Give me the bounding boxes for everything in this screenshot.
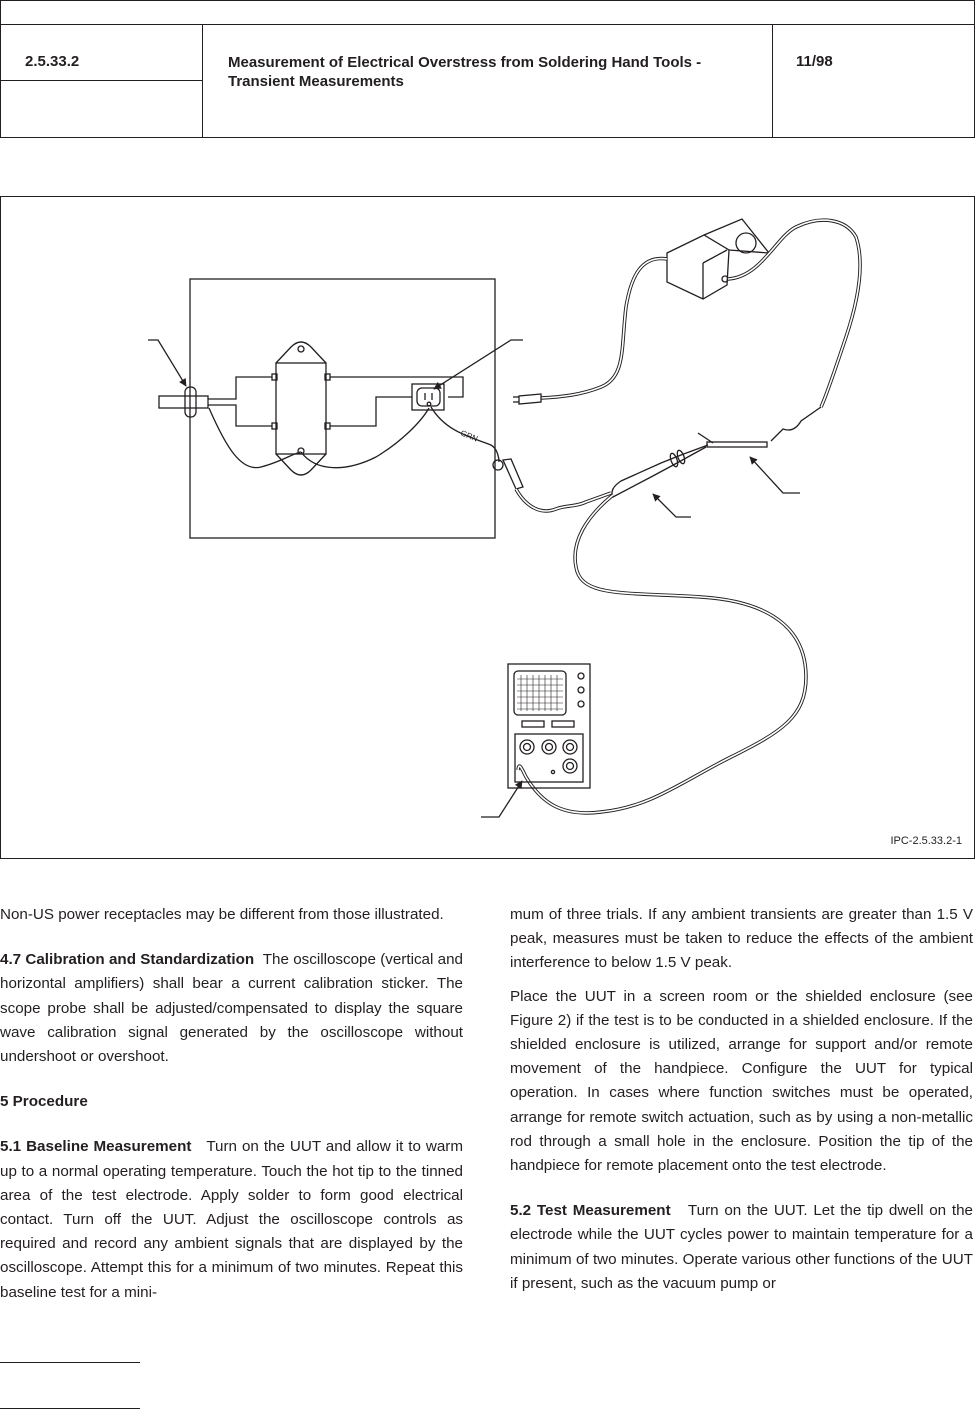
callout-leader [481, 781, 522, 817]
document-date: 11/98 [796, 53, 833, 70]
ground-wire-label: GRN [459, 428, 480, 444]
paragraph: mum of three trials. If any ambient transients are greater than 1.5 V peak, measures must be taken to reduce the effects of the ambient interference to below 1.5 V peak. [510, 906, 973, 972]
wire [208, 377, 272, 399]
document-header [0, 0, 975, 138]
test-setup-diagram [1, 197, 974, 858]
test-electrode [707, 442, 767, 447]
right-text-column [510, 903, 973, 1317]
station-power-cord [541, 259, 667, 398]
section-5-2 [510, 1199, 973, 1296]
callout-leader [434, 340, 523, 389]
feedthrough-cable [159, 396, 208, 408]
line-filter [272, 342, 330, 475]
handpiece-cord [728, 220, 860, 407]
header-number-cell [1, 25, 203, 137]
header-date-cell [772, 25, 975, 137]
callout-leader [653, 494, 691, 517]
section-5-heading: 5 Procedure [0, 1093, 88, 1111]
wire [208, 405, 272, 426]
section-heading: 4.7 Calibration and Standardization [0, 951, 255, 969]
paragraph: Non-US power receptacles may be different from those illustrated. [0, 906, 444, 923]
section-heading: 5.2 Test Measurement [510, 1202, 671, 1220]
callout-leader [148, 340, 186, 386]
scope-probe-cable [518, 495, 806, 813]
figure-id: IPC-2.5.33.2-1 [890, 835, 962, 847]
header-top-band [1, 1, 974, 25]
wire [330, 397, 412, 426]
header-divider [1, 80, 202, 81]
ground-clip [493, 459, 523, 489]
cord-grip [771, 407, 821, 441]
section-body: Turn on the UUT and allow it to warm up to a normal operating temperature. Touch the hot tip to the tinned area of the test electrode. Apply solder to form good electrical contact. Turn off the UUT. Adjust the oscilloscope controls as required and record any ambient signals that are displayed by the oscilloscope. Attempt this for a minimum of two minutes. Repeat this baseline test for a mini- [0, 1138, 464, 1301]
figure-test-setup [0, 196, 975, 859]
left-text-column [0, 903, 463, 1326]
wire [330, 377, 463, 397]
wire [301, 408, 429, 468]
paragraph: Place the UUT in a screen room or the shielded enclosure (see Figure 2) if the test is to be conducted in a shielded enclosure. If the shielded enclosure is utilized, arrange for support and/or remote movement of the handpiece. Configure the UUT for typical operation. In cases where function switches must be operated, arrange for remote switch actuation, such as by using a non-metallic rod through a small hole in the enclosure. Position the tip of the handpiece for remote placement onto the test electrode. [510, 987, 973, 1175]
soldering-station [667, 219, 769, 299]
section-heading: 5.1 Baseline Measurement [0, 1138, 192, 1156]
soldering-handpiece [612, 445, 708, 497]
document-number: 2.5.33.2 [25, 53, 80, 70]
section-5-1 [0, 1135, 463, 1304]
section-body: Turn on the UUT. Let the tip dwell on the electrode while the UUT cycles power to maintain temperature for a minimum of two minutes. Operate various other functions of the UUT if present, such as the vacuum pump or [510, 1202, 973, 1292]
power-receptacle [412, 384, 444, 410]
callout-leader [750, 457, 800, 493]
wire [209, 408, 301, 468]
power-plug [519, 394, 541, 404]
footnote-rule [0, 1362, 140, 1363]
document-title: Measurement of Electrical Overstress from Soldering Hand Tools - Transient Measurements [228, 54, 702, 90]
section-4-7 [0, 948, 463, 1069]
section-body: The oscilloscope (vertical and horizontal amplifiers) shall bear a current calibration sticker. The scope probe shall be adjusted/compensated to display the square wave calibration signal generated by the oscilloscope without undershoot or overshoot. [0, 951, 463, 1066]
